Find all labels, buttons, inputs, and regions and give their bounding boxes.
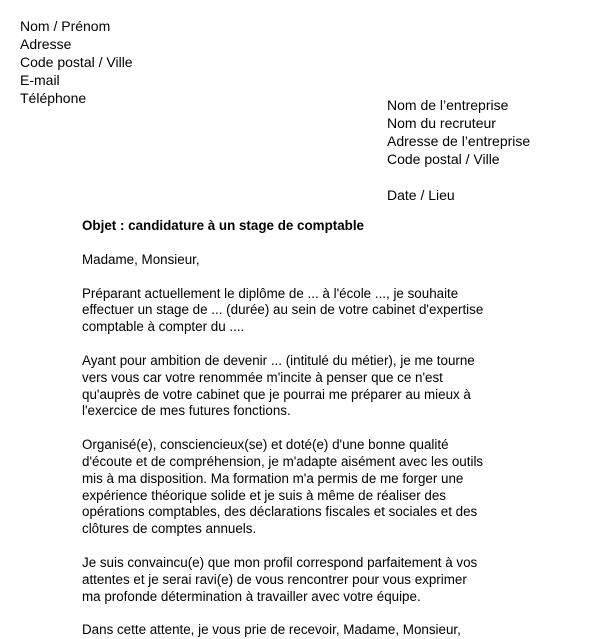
recipient-company: Nom de l’entreprise [387, 97, 509, 113]
paragraph-line: Dans cette attente, je vous prie de recevoir, Madame, Monsieur, [82, 622, 461, 638]
spacer [387, 168, 530, 186]
paragraph-line: Préparant actuellement le diplôme de ... à l'école ..., je souhaite [82, 285, 459, 301]
paragraph-line: Ayant pour ambition de devenir ... (intitulé du métier), je me tourne [82, 352, 475, 368]
paragraph-studies [82, 286, 552, 336]
paragraph-line: opérations comptables, des déclarations fiscales et sociales et des [82, 504, 478, 520]
paragraph-line: qu'auprès de votre cabinet que je pourrai me préparer au mieux à [82, 386, 471, 402]
paragraph-line: mis à ma disposition. Ma formation m'a permis de me forger une [82, 470, 464, 486]
paragraph-line: Je suis convaincu(e) que mon profil correspond parfaitement à vos [82, 554, 478, 570]
paragraph-closing [82, 622, 552, 639]
paragraph-line: vers vous car votre renommée m'incite à penser que ce n'est [82, 369, 443, 385]
paragraph-qualities [82, 437, 552, 538]
paragraph-line: clôtures de comptes annuels. [82, 521, 257, 537]
paragraph-line: ma profonde détermination à travailler avec votre équipe. [82, 588, 421, 604]
paragraph-ambition [82, 353, 552, 420]
paragraph-line: l'exercice de mes futures fonctions. [82, 403, 291, 419]
paragraph-line: attentes et je serai ravi(e) de vous rencontrer pour vous exprimer [82, 571, 467, 587]
sender-name: Nom / Prénom [20, 18, 111, 34]
recipient-address-block [387, 96, 530, 204]
sender-address: Adresse [20, 36, 72, 52]
recipient-postal-city: Code postal / Ville [387, 151, 500, 167]
recipient-address: Adresse de l’entreprise [387, 133, 531, 149]
sender-postal-city: Code postal / Ville [20, 54, 133, 70]
paragraph-line: Organisé(e), consciencieux(se) et doté(e) d'une bonne qualité [82, 437, 449, 453]
paragraph-conviction [82, 555, 552, 605]
paragraph-line: d'écoute et de compréhension, je m'adapte aisément avec les outils [82, 453, 484, 469]
recipient-recruiter: Nom du recruteur [387, 115, 496, 131]
salutation: Madame, Monsieur, [82, 251, 200, 267]
paragraph-line: effectuer un stage de ... (durée) au sein de votre cabinet d'expertise [82, 302, 484, 318]
sender-address-block [20, 17, 133, 107]
letter-body [82, 218, 552, 639]
date-place: Date / Lieu [387, 187, 455, 203]
paragraph-line: comptable à compter du .... [82, 319, 245, 335]
letter-subject: Objet : candidature à un stage de comptable [82, 218, 365, 233]
sender-email: E-mail [20, 72, 60, 88]
paragraph-line: expérience théorique solide et je suis à même de réaliser des [82, 487, 446, 503]
sender-phone: Téléphone [20, 90, 87, 106]
